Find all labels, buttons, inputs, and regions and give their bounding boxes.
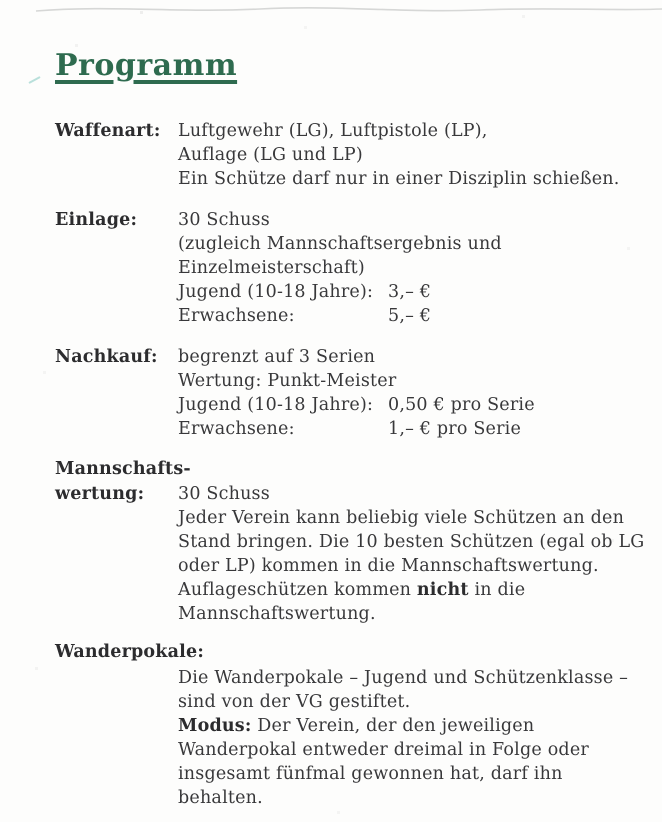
text-part-bold: nicht (416, 580, 469, 600)
text-line: Mannschaftswertung. (178, 604, 376, 624)
fee-line (178, 281, 432, 303)
text-line (178, 715, 534, 737)
text-line: Einzelmeisterschaft) (178, 258, 365, 278)
text-part: Der Verein, der den jeweiligen (251, 716, 535, 736)
text-line: insgesamt fünfmal gewonnen hat, darf ihn (178, 764, 563, 784)
text-line: begrenzt auf 3 Serien (178, 347, 376, 367)
text-line: Auflage (LG und LP) (178, 145, 363, 165)
fee-line (178, 394, 535, 416)
fee-line (178, 305, 432, 327)
section-label-mannschaftswertung-line2: wertung: (55, 484, 145, 504)
text-line: 30 Schuss (178, 210, 270, 230)
fee-label: Erwachsene: (178, 419, 295, 439)
fee-value: 1,– € pro Serie (388, 419, 522, 439)
scan-artifact-wavy-line (0, 0, 662, 20)
text-line: Die Wanderpokale – Jugend und Schützenklasse – (178, 668, 629, 688)
fee-label: Jugend (10-18 Jahre): (178, 395, 374, 415)
text-line: sind von der VG gestiftet. (178, 692, 411, 712)
text-line: (zugleich Mannschaftsergebnis und (178, 234, 502, 254)
section-label-mannschaftswertung-line1: Mannschafts- (55, 459, 191, 479)
text-line: Ein Schütze darf nur in einer Disziplin schießen. (178, 169, 620, 189)
section-label-einlage: Einlage: (55, 210, 138, 230)
text-line: behalten. (178, 788, 263, 808)
text-line: 30 Schuss (178, 484, 270, 504)
text-line: Stand bringen. Die 10 besten Schützen (egal ob LG (178, 532, 645, 552)
fee-value: 0,50 € pro Serie (388, 395, 535, 415)
fee-line (178, 418, 522, 440)
text-line: oder LP) kommen in die Mannschaftswertung. (178, 556, 599, 576)
text-line: Jeder Verein kann beliebig viele Schützen an den (178, 508, 625, 528)
text-line (178, 579, 525, 601)
section-label-waffenart: Waffenart: (55, 121, 161, 141)
text-part-bold: Modus: (178, 716, 252, 736)
scan-noise-speckles (0, 0, 1, 1)
fee-value: 5,– € (388, 306, 432, 326)
text-line: Wertung: Punkt-Meister (178, 371, 397, 391)
page-title: Programm (55, 48, 238, 83)
section-label-wanderpokale: Wanderpokale: (55, 642, 205, 662)
text-line: Wanderpokal entweder dreimal in Folge oder (178, 740, 589, 760)
fee-label: Jugend (10-18 Jahre): (178, 282, 374, 302)
fee-value: 3,– € (388, 282, 432, 302)
text-part: Auflageschützen kommen (178, 580, 417, 600)
text-part: in die (468, 580, 526, 600)
section-label-nachkauf: Nachkauf: (55, 347, 158, 367)
text-line: Luftgewehr (LG), Luftpistole (LP), (178, 121, 488, 141)
scan-artifact-cyan-mark (28, 76, 40, 84)
fee-label: Erwachsene: (178, 306, 295, 326)
